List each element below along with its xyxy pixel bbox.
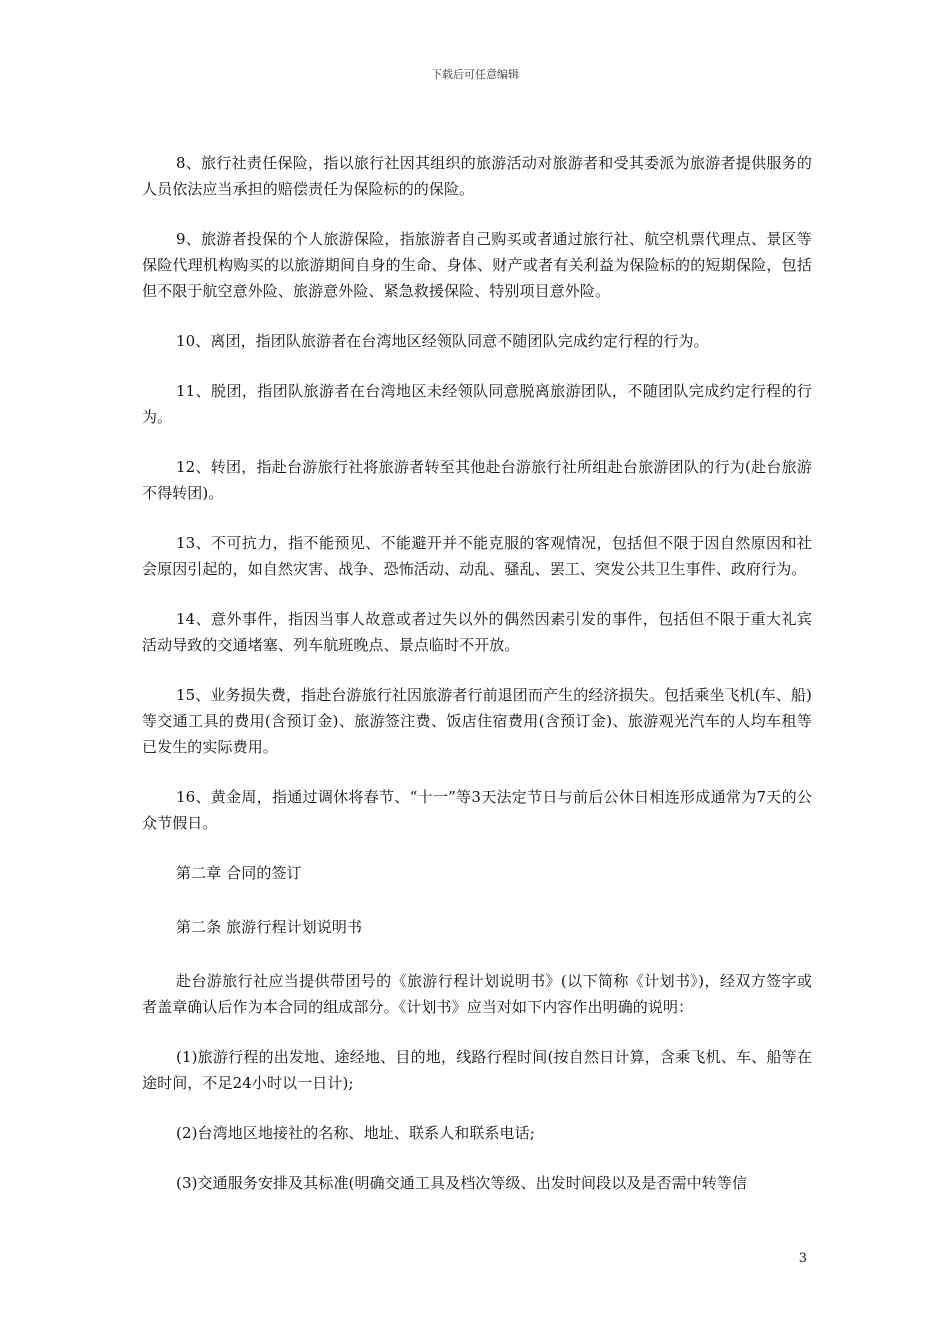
paragraph-8: 8、旅行社责任保险，指以旅行社因其组织的旅游活动对旅游者和受其委派为旅游者提供服务的人员依法应当承担的赔偿责任为保险标的的保险。 — [142, 154, 812, 198]
paragraph-plan-intro: 赴台游旅行社应当提供带团号的《旅游行程计划说明书》(以下简称《计划书》)，经双方签字或者盖章确认后作为本合同的组成部分。《计划书》应当对如下内容作出明确的说明： — [142, 972, 812, 1016]
paragraph-10: 10、离团，指团队旅游者在台湾地区经领队同意不随团队完成约定行程的行为。 — [176, 332, 709, 350]
list-item-3: (3)交通服务安排及其标准(明确交通工具及档次等级、出发时间段以及是否需中转等信 — [176, 1174, 748, 1192]
page-number: 3 — [798, 1251, 807, 1266]
paragraph-15: 15、业务损失费，指赴台游旅行社因旅游者行前退团而产生的经济损失。包括乘坐飞机(车、船)等交通工具的费用(含预订金)、旅游签注费、饭店住宿费用(含预订金)、旅游观光汽车的人均车租等已发生的实际费用。 — [142, 686, 812, 756]
list-item-2: (2)台湾地区地接社的名称、地址、联系人和联系电话; — [176, 1124, 535, 1142]
list-item-1: (1)旅游行程的出发地、途经地、目的地，线路行程时间(按自然日计算，含乘飞机、车、船等在途时间，不足24小时以一日计); — [142, 1048, 812, 1092]
paragraph-14: 14、意外事件，指因当事人故意或者过失以外的偶然因素引发的事件，包括但不限于重大礼宾活动导致的交通堵塞、列车航班晚点、景点临时不开放。 — [142, 610, 812, 654]
article-heading: 第二条 旅游行程计划说明书 — [176, 918, 363, 936]
paragraph-12: 12、转团，指赴台游旅行社将旅游者转至其他赴台游旅行社所组赴台旅游团队的行为(赴台旅游不得转团)。 — [142, 458, 812, 502]
chapter-heading: 第二章 合同的签订 — [176, 864, 302, 882]
document-body — [142, 150, 812, 1220]
paragraph-9: 9、旅游者投保的个人旅游保险，指旅游者自己购买或者通过旅行社、航空机票代理点、景区等保险代理机构购买的以旅游期间自身的生命、身体、财产或者有关利益为保险标的的短期保险，包括但不限于航空意外险、旅游意外险、紧急救援保险、特别项目意外险。 — [142, 230, 812, 300]
paragraph-11: 11、脱团，指团队旅游者在台湾地区未经领队同意脱离旅游团队，不随团队完成约定行程的行为。 — [142, 382, 812, 426]
page-header: 下载后可任意编辑 — [431, 68, 519, 81]
paragraph-13: 13、不可抗力，指不能预见、不能避开并不能克服的客观情况，包括但不限于因自然原因和社会原因引起的，如自然灾害、战争、恐怖活动、动乱、骚乱、罢工、突发公共卫生事件、政府行为。 — [142, 534, 812, 578]
paragraph-16: 16、黄金周，指通过调休将春节、“十一”等3天法定节日与前后公休日相连形成通常为7天的公众节假日。 — [142, 788, 812, 832]
